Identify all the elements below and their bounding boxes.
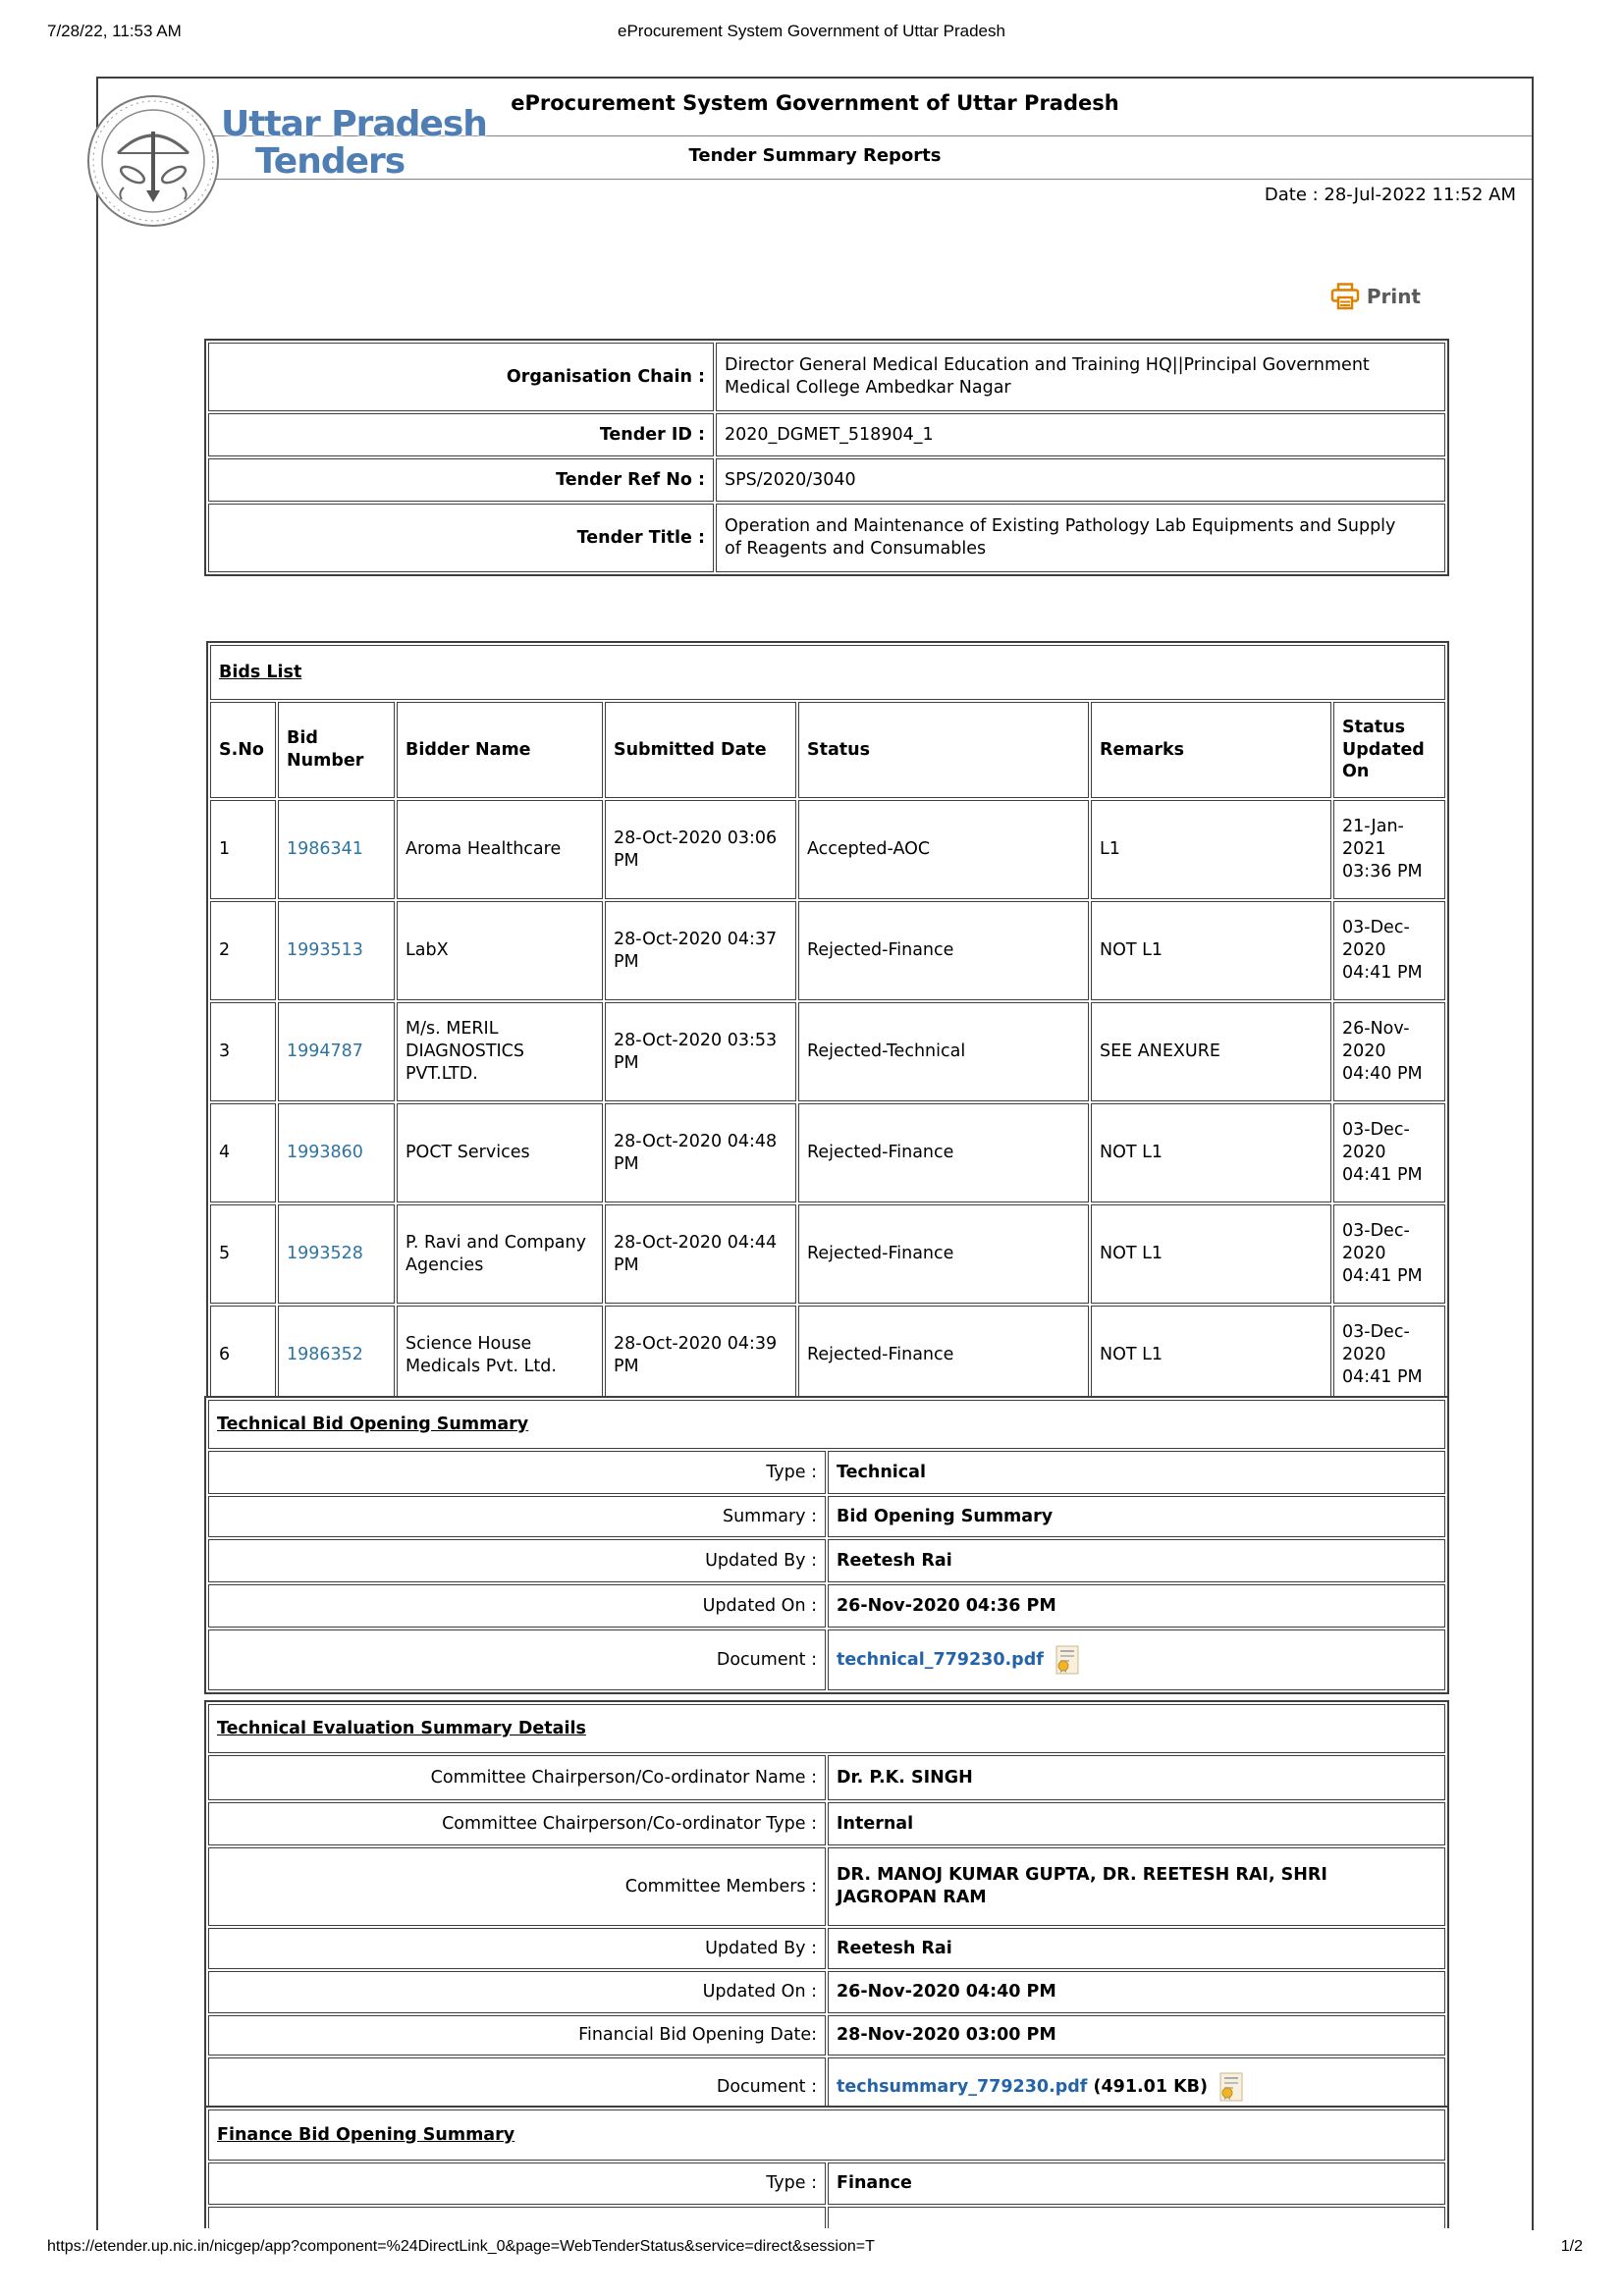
bid-number-link[interactable]: 1993860 xyxy=(287,1143,363,1163)
table-row xyxy=(208,1971,1445,2013)
bid-row xyxy=(210,1002,1445,1101)
organisation-chain-value: Director General Medical Education and Training HQ||Principal Government Medical College Ambedkar Nagar xyxy=(716,343,1445,411)
bids-list-table xyxy=(206,641,1449,1409)
document-cell xyxy=(828,1629,1445,1690)
signed-pdf-icon xyxy=(1219,2072,1243,2102)
tender-title-label: Tender Title : xyxy=(208,504,714,572)
document-label: Document : xyxy=(208,1629,826,1690)
organisation-chain-label: Organisation Chain : xyxy=(208,343,714,411)
status-updated-cell: 03-Dec-2020 04:41 PM xyxy=(1333,901,1445,1000)
sno-cell: 3 xyxy=(210,1002,276,1101)
status-cell: Accepted-AOC xyxy=(798,800,1089,899)
updated-by-value: Reetesh Rai xyxy=(828,1539,1445,1582)
bidder-name-cell: Science House Medicals Pvt. Ltd. xyxy=(397,1306,603,1405)
updated-by-value: Reetesh Rai xyxy=(828,1928,1445,1969)
table-row xyxy=(208,1584,1445,1628)
technical-bid-summary-table xyxy=(204,1396,1449,1694)
finance-section-clip xyxy=(204,2106,1453,2228)
bid-number-link[interactable]: 1993528 xyxy=(287,1244,363,1264)
document-size: (491.01 KB) xyxy=(1093,2077,1209,2097)
report-subtitle: Tender Summary Reports xyxy=(688,145,942,166)
table-row xyxy=(208,1847,1445,1926)
col-header-status-updated-on: Status Updated On xyxy=(1333,702,1445,798)
type-label: Type : xyxy=(208,1451,826,1494)
table-row xyxy=(208,1629,1445,1690)
printer-icon xyxy=(1330,283,1360,310)
bidder-name-cell: M/s. MERIL DIAGNOSTICS PVT.LTD. xyxy=(397,1002,603,1101)
bidder-name-cell: LabX xyxy=(397,901,603,1000)
table-row xyxy=(208,504,1445,572)
techsummary-document-link[interactable]: techsummary_779230.pdf xyxy=(837,2077,1088,2097)
status-cell: Rejected-Technical xyxy=(798,1002,1089,1101)
bid-number-cell xyxy=(278,1103,395,1202)
tender-id-label: Tender ID : xyxy=(208,413,714,456)
status-cell: Rejected-Finance xyxy=(798,1103,1089,1202)
bid-row xyxy=(210,1306,1445,1405)
table-row xyxy=(208,1802,1445,1845)
type-value: Technical xyxy=(828,1451,1445,1494)
committee-members-label: Committee Members : xyxy=(208,1847,826,1926)
remarks-cell: NOT L1 xyxy=(1091,1103,1331,1202)
submitted-date-cell: 28-Oct-2020 04:44 PM xyxy=(605,1204,796,1304)
col-header-bidder-name: Bidder Name xyxy=(397,702,603,798)
chairperson-name-label: Committee Chairperson/Co-ordinator Name : xyxy=(208,1755,826,1800)
status-updated-cell: 03-Dec-2020 04:41 PM xyxy=(1333,1103,1445,1202)
table-row xyxy=(208,1539,1445,1582)
col-header-remarks: Remarks xyxy=(1091,702,1331,798)
tender-ref-no-value: SPS/2020/3040 xyxy=(716,458,1445,502)
bid-number-cell xyxy=(278,1002,395,1101)
bid-number-link[interactable]: 1994787 xyxy=(287,1041,363,1062)
technical-bid-summary-heading: Technical Bid Opening Summary xyxy=(208,1400,1445,1449)
status-cell: Rejected-Finance xyxy=(798,901,1089,1000)
submitted-date-cell: 28-Oct-2020 04:39 PM xyxy=(605,1306,796,1405)
sno-cell: 4 xyxy=(210,1103,276,1202)
table-row xyxy=(208,458,1445,502)
print-preview-header xyxy=(0,22,1623,43)
sno-cell: 1 xyxy=(210,800,276,899)
updated-on-label: Updated On : xyxy=(208,1971,826,2013)
chairperson-type-value: Internal xyxy=(828,1802,1445,1845)
remarks-cell: SEE ANEXURE xyxy=(1091,1002,1331,1101)
table-row xyxy=(208,2207,1445,2228)
signed-pdf-icon xyxy=(1055,1645,1079,1675)
table-row xyxy=(208,1451,1445,1494)
technical-evaluation-heading: Technical Evaluation Summary Details xyxy=(208,1704,1445,1753)
status-updated-cell: 26-Nov-2020 04:40 PM xyxy=(1333,1002,1445,1101)
status-cell: Rejected-Finance xyxy=(798,1306,1089,1405)
status-updated-cell: 03-Dec-2020 04:41 PM xyxy=(1333,1204,1445,1304)
bid-number-cell xyxy=(278,1204,395,1304)
clipped-row-value xyxy=(828,2207,1445,2228)
print-button[interactable] xyxy=(1330,283,1421,310)
print-page-title: eProcurement System Government of Uttar Pradesh xyxy=(618,22,1005,40)
print-label: Print xyxy=(1366,285,1421,308)
bidder-name-cell: Aroma Healthcare xyxy=(397,800,603,899)
summary-label: Summary : xyxy=(208,1496,826,1537)
bid-row xyxy=(210,901,1445,1000)
table-row xyxy=(208,2109,1445,2161)
document-label: Document : xyxy=(208,2057,826,2116)
bid-number-cell xyxy=(278,1306,395,1405)
technical-evaluation-table xyxy=(204,1700,1449,2120)
finance-bid-summary-table xyxy=(204,2106,1449,2228)
table-row xyxy=(208,413,1445,456)
col-header-bid-number: Bid Number xyxy=(278,702,395,798)
bidder-name-cell: POCT Services xyxy=(397,1103,603,1202)
print-preview-footer xyxy=(0,2238,1623,2262)
tender-title-value: Operation and Maintenance of Existing Pathology Lab Equipments and Supply of Reagents and Consumables xyxy=(716,504,1445,572)
table-row xyxy=(208,1496,1445,1537)
remarks-cell: L1 xyxy=(1091,800,1331,899)
brand-subtitle: Tenders xyxy=(255,141,406,182)
type-value: Finance xyxy=(828,2163,1445,2205)
chairperson-name-value: Dr. P.K. SINGH xyxy=(828,1755,1445,1800)
page-indicator: 1/2 xyxy=(1560,2238,1583,2255)
sno-cell: 6 xyxy=(210,1306,276,1405)
submitted-date-cell: 28-Oct-2020 03:06 PM xyxy=(605,800,796,899)
table-row xyxy=(208,2163,1445,2205)
table-row xyxy=(208,1928,1445,1969)
remarks-cell: NOT L1 xyxy=(1091,901,1331,1000)
bids-header-row xyxy=(210,702,1445,798)
status-updated-cell: 21-Jan-2021 03:36 PM xyxy=(1333,800,1445,899)
tender-ref-no-label: Tender Ref No : xyxy=(208,458,714,502)
tender-info-table xyxy=(204,339,1449,576)
col-header-submitted-date: Submitted Date xyxy=(605,702,796,798)
sno-cell: 5 xyxy=(210,1204,276,1304)
table-row xyxy=(208,1755,1445,1800)
financial-bid-opening-date-value: 28-Nov-2020 03:00 PM xyxy=(828,2015,1445,2056)
col-header-status: Status xyxy=(798,702,1089,798)
technical-document-link[interactable]: technical_779230.pdf xyxy=(837,1650,1044,1670)
updated-by-label: Updated By : xyxy=(208,1539,826,1582)
submitted-date-cell: 28-Oct-2020 04:48 PM xyxy=(605,1103,796,1202)
table-row xyxy=(210,645,1445,700)
print-datetime: 7/28/22, 11:53 AM xyxy=(47,22,182,40)
updated-on-value: 26-Nov-2020 04:40 PM xyxy=(828,1971,1445,2013)
bid-number-link[interactable]: 1986352 xyxy=(287,1345,363,1365)
status-updated-cell: 03-Dec-2020 04:41 PM xyxy=(1333,1306,1445,1405)
table-row xyxy=(208,1400,1445,1449)
type-label: Type : xyxy=(208,2163,826,2205)
bid-row xyxy=(210,1103,1445,1202)
committee-members-value: DR. MANOJ KUMAR GUPTA, DR. REETESH RAI, SHRI JAGROPAN RAM xyxy=(828,1847,1445,1926)
bid-number-cell xyxy=(278,800,395,899)
status-cell: Rejected-Finance xyxy=(798,1204,1089,1304)
finance-bid-summary-heading: Finance Bid Opening Summary xyxy=(208,2109,1445,2161)
page-frame xyxy=(96,77,1534,2230)
bid-number-link[interactable]: 1993513 xyxy=(287,940,363,961)
col-header-sno: S.No xyxy=(210,702,276,798)
updated-by-label: Updated By : xyxy=(208,1928,826,1969)
report-date: Date : 28-Jul-2022 11:52 AM xyxy=(1264,185,1516,205)
remarks-cell: NOT L1 xyxy=(1091,1306,1331,1405)
remarks-cell: NOT L1 xyxy=(1091,1204,1331,1304)
summary-value: Bid Opening Summary xyxy=(828,1496,1445,1537)
bid-number-link[interactable]: 1986341 xyxy=(287,839,363,860)
tender-id-value: 2020_DGMET_518904_1 xyxy=(716,413,1445,456)
bidder-name-cell: P. Ravi and Company Agencies xyxy=(397,1204,603,1304)
bid-number-cell xyxy=(278,901,395,1000)
bid-row xyxy=(210,800,1445,899)
chairperson-type-label: Committee Chairperson/Co-ordinator Type : xyxy=(208,1802,826,1845)
report-title: eProcurement System Government of Uttar Pradesh xyxy=(511,91,1119,115)
bids-list-heading: Bids List xyxy=(210,645,1445,700)
brand-title: Uttar Pradesh xyxy=(221,104,487,144)
submitted-date-cell: 28-Oct-2020 04:37 PM xyxy=(605,901,796,1000)
updated-on-value: 26-Nov-2020 04:36 PM xyxy=(828,1584,1445,1628)
table-row xyxy=(208,343,1445,411)
up-government-emblem-icon xyxy=(84,92,222,230)
financial-bid-opening-date-label: Financial Bid Opening Date: xyxy=(208,2015,826,2056)
sno-cell: 2 xyxy=(210,901,276,1000)
footer-url: https://etender.up.nic.in/nicgep/app?component=%24DirectLink_0&page=WebTenderStatus&service=direct&session=T xyxy=(47,2238,875,2255)
table-row xyxy=(208,1704,1445,1753)
updated-on-label: Updated On : xyxy=(208,1584,826,1628)
bid-row xyxy=(210,1204,1445,1304)
submitted-date-cell: 28-Oct-2020 03:53 PM xyxy=(605,1002,796,1101)
clipped-row-label xyxy=(208,2207,826,2228)
table-row xyxy=(208,2015,1445,2056)
